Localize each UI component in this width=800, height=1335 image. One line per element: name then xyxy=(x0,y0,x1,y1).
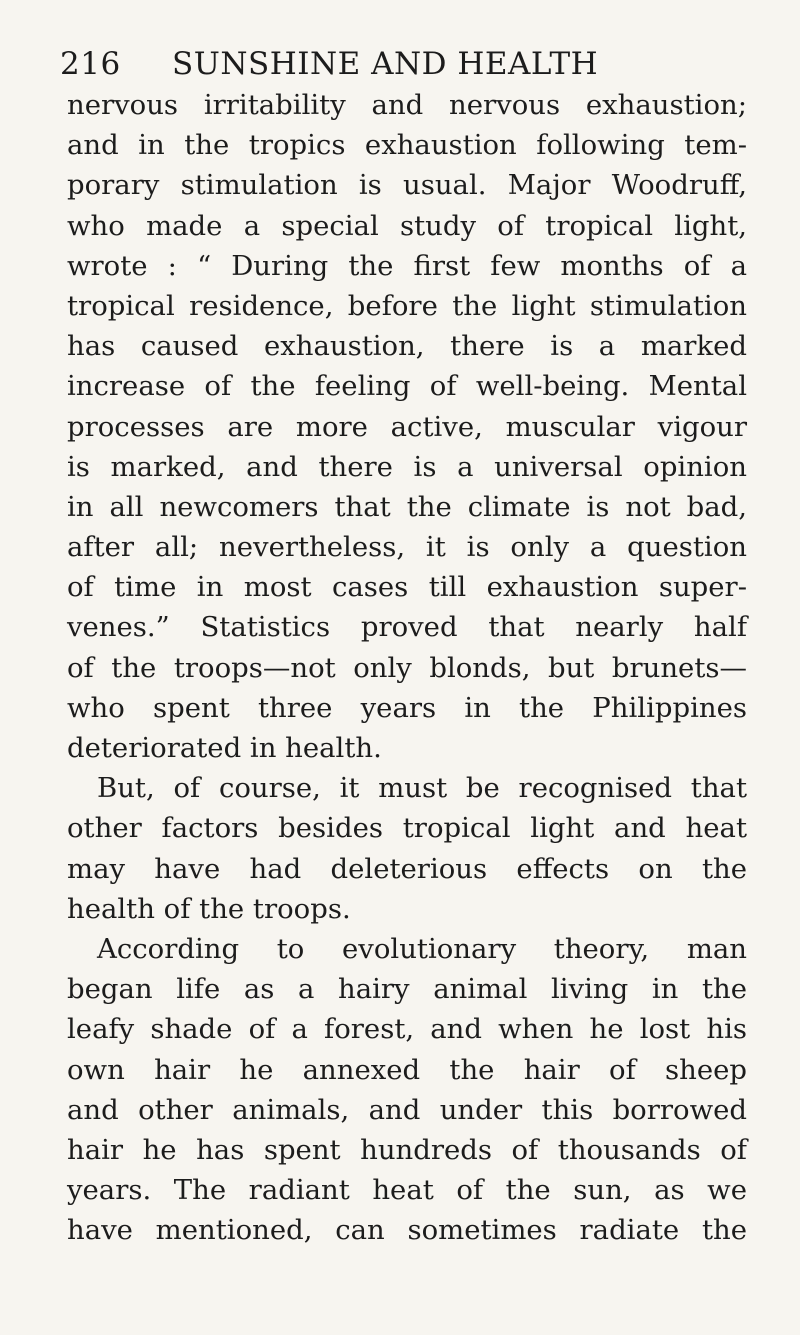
page-number: 216 xyxy=(60,46,121,82)
text-line: processes are more active, muscular vigour xyxy=(67,410,747,443)
text-line: began life as a hairy animal living in the xyxy=(67,973,747,1006)
text-line: has caused exhaustion, there is a marked xyxy=(67,330,747,363)
text-line: who spent three years in the Philippines xyxy=(67,691,747,724)
text-line: health of the troops. xyxy=(67,892,351,925)
text-line: after all; nevertheless, it is only a question xyxy=(67,531,747,564)
running-title: SUNSHINE AND HEALTH xyxy=(172,46,599,82)
text-line: wrote : “ During the first few months of a xyxy=(67,249,747,282)
text-line: According to evolutionary theory, man xyxy=(97,932,747,965)
text-line: But, of course, it must be recognised that xyxy=(97,772,747,805)
text-line: own hair he annexed the hair of sheep xyxy=(67,1053,747,1086)
text-line: nervous irritability and nervous exhaustion; xyxy=(67,89,747,121)
text-line: porary stimulation is usual. Major Woodruff, xyxy=(67,169,747,202)
text-line: increase of the feeling of well-being. Mental xyxy=(67,370,747,403)
text-line: and other animals, and under this borrowed xyxy=(67,1093,747,1126)
text-line: deteriorated in health. xyxy=(67,732,382,764)
text-line: and in the tropics exhaustion following tem- xyxy=(67,129,747,162)
text-line: of time in most cases till exhaustion super- xyxy=(67,571,747,604)
text-line: in all newcomers that the climate is not bad, xyxy=(67,490,747,523)
text-line: have mentioned, can sometimes radiate the xyxy=(67,1214,747,1247)
text-line: leafy shade of a forest, and when he lost his xyxy=(67,1013,747,1046)
text-line: other factors besides tropical light and heat xyxy=(67,812,747,845)
text-line: may have had deleterious effects on the xyxy=(67,852,747,885)
text-line: is marked, and there is a universal opinion xyxy=(67,450,747,483)
text-line: venes.” Statistics proved that nearly half xyxy=(67,611,747,644)
text-line: of the troops—not only blonds, but brunets— xyxy=(67,651,747,684)
text-line: tropical residence, before the light stimulation xyxy=(67,289,747,322)
text-line: who made a special study of tropical light, xyxy=(67,209,747,242)
text-line: hair he has spent hundreds of thousands of xyxy=(67,1133,747,1166)
text-line: years. The radiant heat of the sun, as we xyxy=(67,1174,747,1207)
body-text xyxy=(67,85,747,1250)
